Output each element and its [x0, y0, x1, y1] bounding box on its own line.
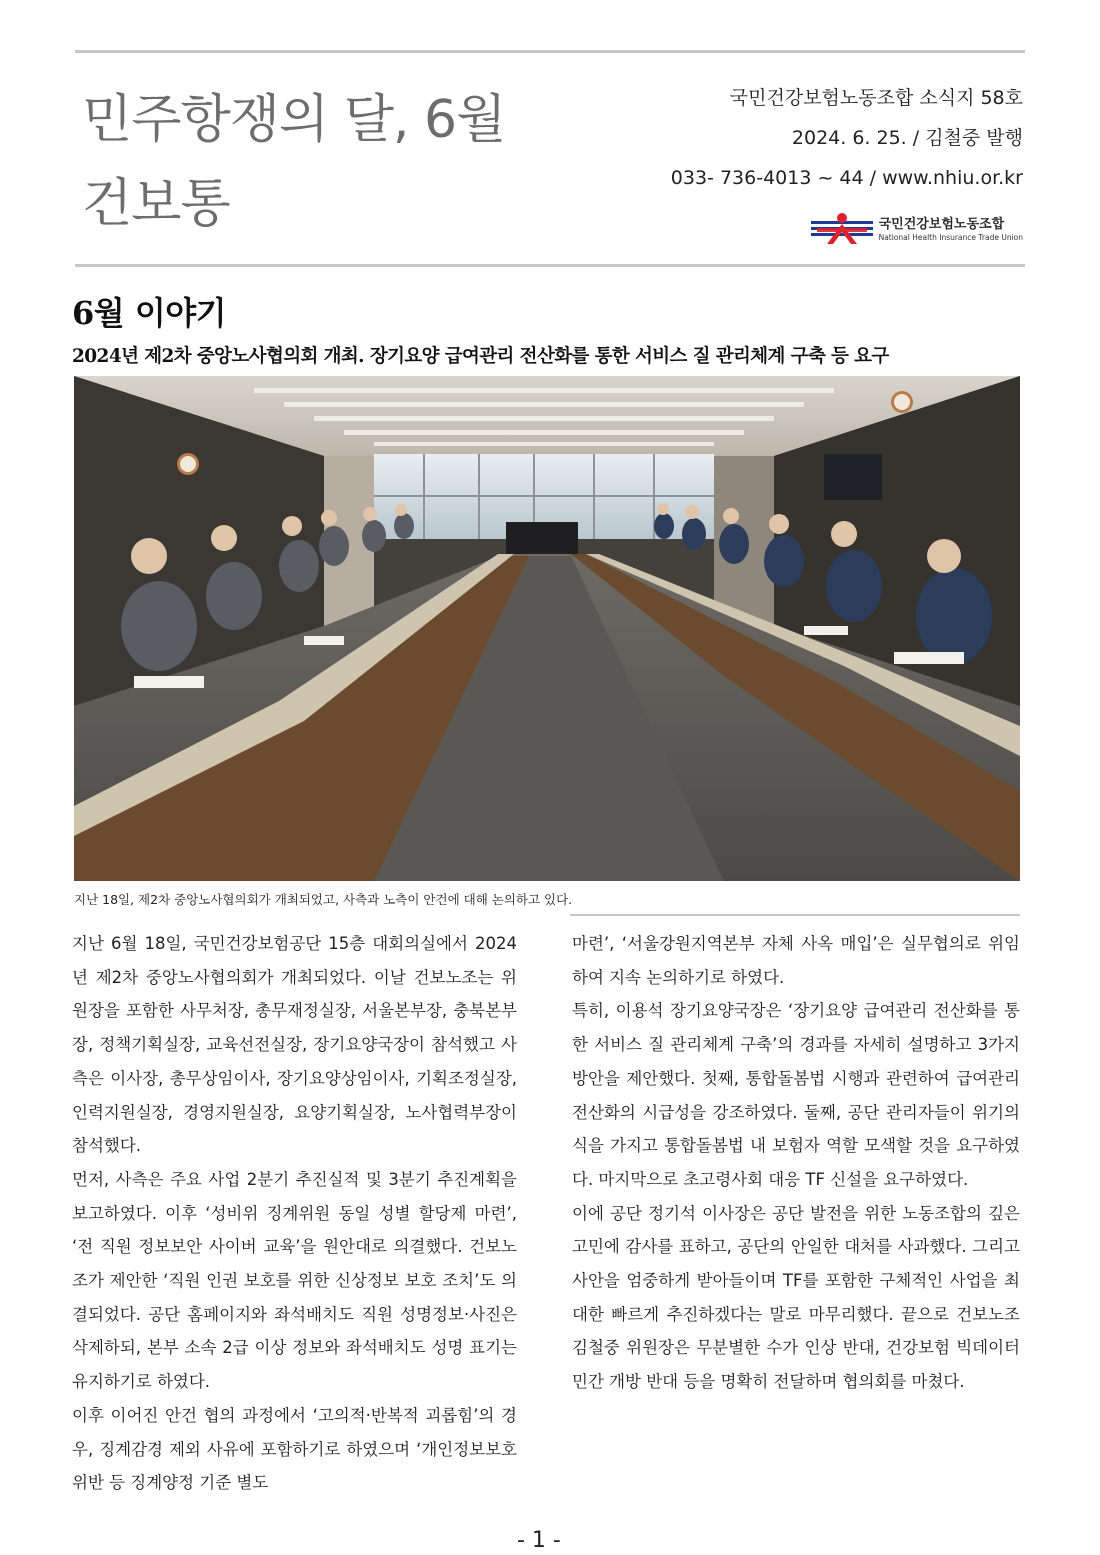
section-heading: 6월 이야기 — [72, 294, 227, 332]
publication-meta — [671, 84, 1023, 204]
page-number: - 1 - — [517, 1528, 561, 1553]
logo-name-en: National Health Insurance Trade Union — [878, 233, 1023, 242]
article-paragraph: 이에 공단 정기석 이사장은 공단 발전을 위한 노동조합의 깊은 고민에 감사를 표하고, 공단의 안일한 대처를 사과했다. 그리고 사안을 엄중하게 받아들이며 TF를 포함한 구체적인 사업을 최대한 빠르게 추진하겠다는 말로 마무리했다. 끝으로 건보노조 김철중 위원장은 무분별한 수가 인상 반대, 건강보험 빅데이터 민간 개방 반대 등을 명확히 전달하며 협의회를 마쳤다. — [572, 1203, 1020, 1392]
union-emblem-icon — [809, 210, 875, 250]
publication-issue: 국민건강보험노동조합 소식지 58호 — [729, 87, 1023, 109]
article-paragraph: 특히, 이용석 장기요양국장은 ‘장기요양 급여관리 전산화를 통한 서비스 질 관리체계 구축’의 경과를 자세히 설명하고 3가지 방안을 제안했다. 첫째, 통합돌봄법 시행과 관련하여 급여관리 전산화의 시급성을 강조하였다. 둘째, 공단 관리자들이 위기의식을 가지고 통합돌봄법 내 보험자 역할 모색할 것을 요구하였다. 마지막으로 초고령사회 대응 TF 신설을 요구하였다. — [572, 1001, 1020, 1189]
article-headline: 2024년 제2차 중앙노사협의회 개최. 장기요양 급여관리 전산화를 통한 서비스 질 관리체계 구축 등 요구 — [72, 346, 889, 367]
meeting-photo — [74, 376, 1020, 881]
masthead-rule — [75, 264, 1025, 267]
top-rule — [75, 50, 1025, 53]
masthead-title-line1: 민주항쟁의 달, 6월 — [82, 90, 506, 150]
logo-name-ko: 국민건강보험노동조합 — [878, 217, 1005, 232]
article-paragraph: 마련’, ‘서울강원지역본부 자체 사옥 매입’은 실무협의로 위임하여 지속 논의하기로 하였다. — [572, 934, 1020, 987]
masthead-title — [82, 78, 505, 246]
publication-contact: 033- 736-4013 ~ 44 / www.nhiu.or.kr — [670, 167, 1023, 189]
masthead-title-line2: 건보통 — [82, 174, 230, 234]
article-column-left — [72, 927, 517, 1500]
union-logo — [809, 210, 1023, 250]
photo-caption: 지난 18일, 제2차 중앙노사협의회가 개최되었고, 사측과 노측이 안건에 대해 논의하고 있다. — [74, 892, 573, 907]
publication-date: 2024. 6. 25. / 김철중 발행 — [791, 127, 1023, 149]
article-paragraph: 이후 이어진 안건 협의 과정에서 ‘고의적·반복적 괴롭힘’의 경우, 징계감경 제외 사유에 포함하기로 하였으며 ‘개인정보보호 위반 등 징계양정 기준 별도 — [72, 1405, 517, 1493]
article-column-right — [572, 927, 1020, 1399]
article-paragraph: 먼저, 사측은 주요 사업 2분기 추진실적 및 3분기 추진계획을 보고하였다. 이후 ‘성비위 징계위원 동일 성별 할당제 마련’, ‘전 직원 정보보안 사이버 교육’을 원안대로 의결했다. 건보노조가 제안한 ‘직원 인권 보호를 위한 신상정보 보호 조치’도 의결되었다. 공단 홈페이지와 좌석배치도 직원 성명정보·사진은 삭제하되, 본부 소속 2급 이상 정보와 좌석배치도 성명 표기는 유지하기로 하였다. — [72, 1169, 517, 1392]
article-paragraph: 지난 6월 18일, 국민건강보험공단 15층 대회의실에서 2024년 제2차 중앙노사협의회가 개최되었다. 이날 건보노조는 위원장을 포함한 사무처장, 총무재정실장, 서울본부장, 충북본부장, 정책기획실장, 교육선전실장, 장기요양국장이 참석했고 사측은 이사장, 총무상임이사, 장기요양상임이사, 기획조정실장, 인력지원실장, 경영지원실장, 요양기획실장, 노사협력부장이 참석했다. — [72, 934, 517, 1156]
caption-rule — [570, 914, 1020, 916]
